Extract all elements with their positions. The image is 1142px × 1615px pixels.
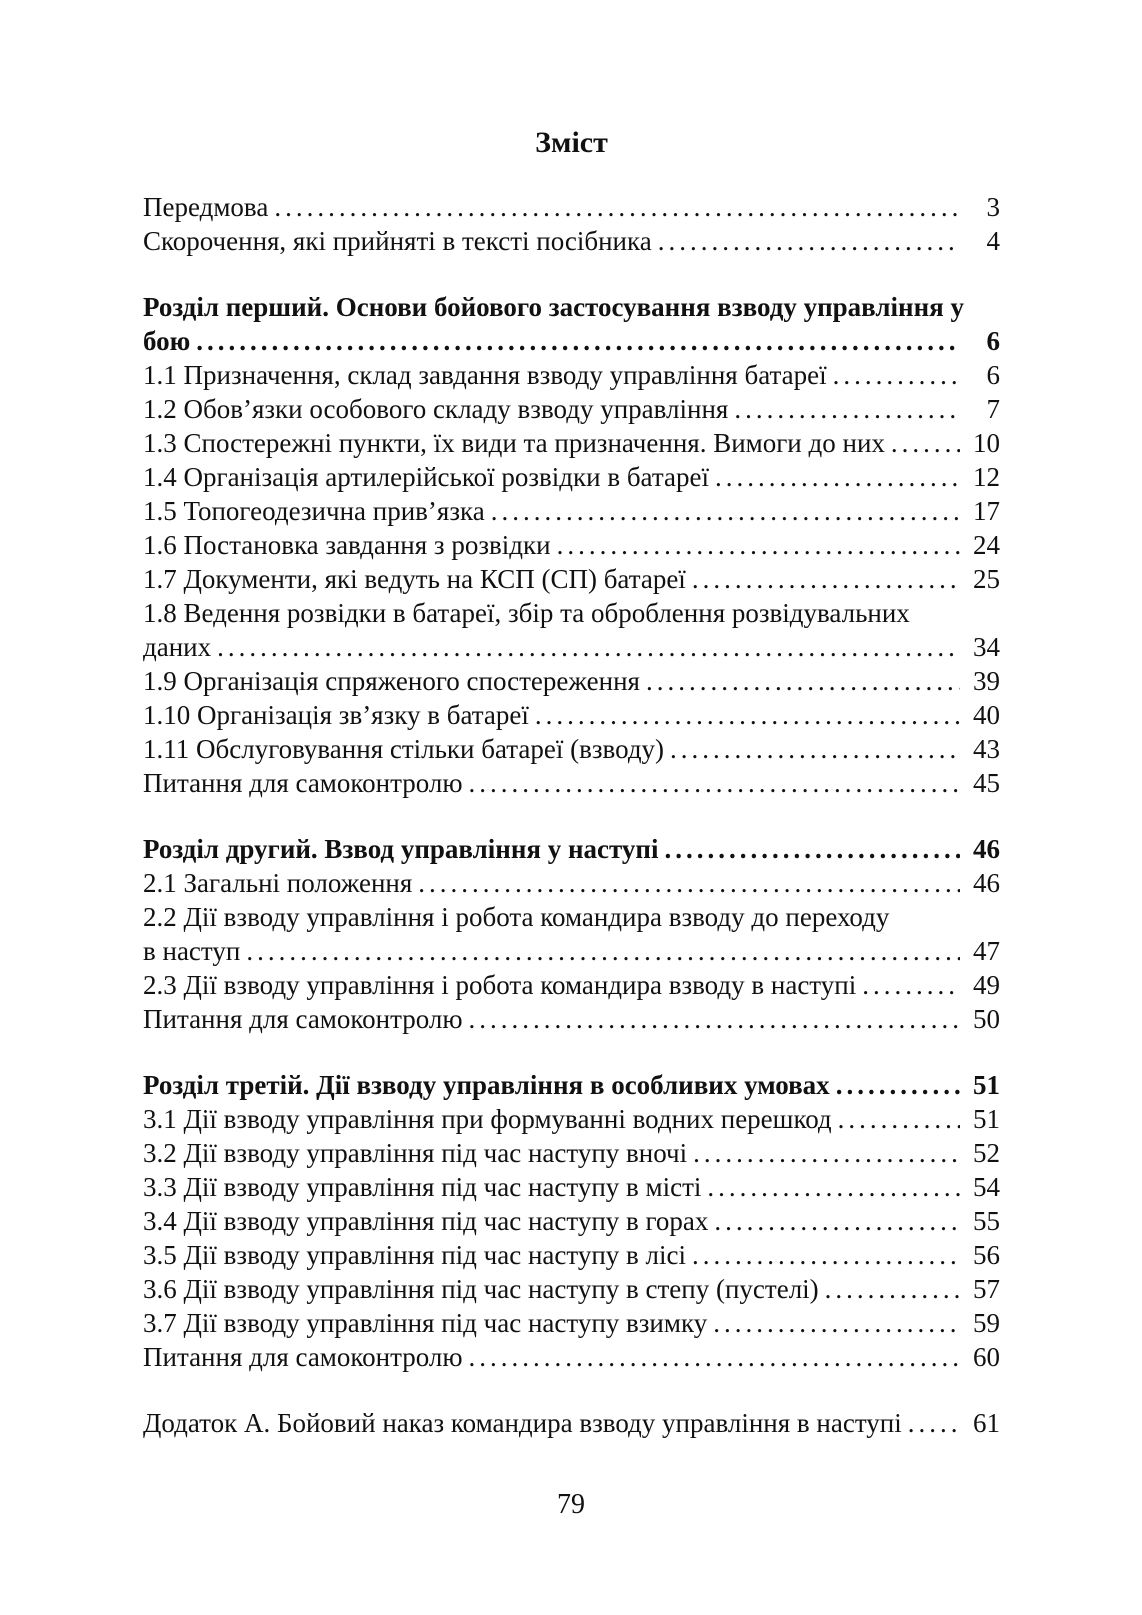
dot-leader — [714, 1204, 960, 1238]
toc-entry — [143, 392, 1000, 426]
toc-entry-label: Розділ другий. Взвод управління у наступі — [143, 834, 659, 864]
dot-leader — [246, 934, 960, 968]
dot-leader — [693, 1136, 960, 1170]
toc-entry-page: 10 — [973, 428, 1000, 458]
dot-leader — [217, 630, 960, 664]
toc-entry-page: 51 — [973, 1070, 1000, 1100]
toc-entry-label: даних — [143, 632, 212, 662]
toc-entry — [143, 866, 1000, 900]
toc-entry-page: 3 — [986, 192, 1000, 222]
toc-entry-label: 3.1 Дії взводу управління при формуванні водних перешкод — [143, 1104, 832, 1134]
dot-leader — [469, 1340, 960, 1374]
toc-entry-text-line: Розділ перший. Основи бойового застосування взводу управління у — [143, 292, 965, 322]
toc-entry — [143, 1238, 1000, 1272]
dot-leader — [692, 562, 960, 596]
dot-leader — [418, 866, 960, 900]
toc-entry-label: 1.7 Документи, які ведуть на КСП (СП) батареї — [143, 564, 686, 594]
toc-entry-page: 45 — [973, 768, 1000, 798]
toc-entry — [143, 1340, 1000, 1374]
toc-entry-page: 43 — [973, 734, 1000, 764]
dot-leader — [665, 832, 961, 866]
dot-leader — [713, 1306, 960, 1340]
toc-entry-page: 60 — [973, 1342, 1000, 1372]
toc-entry-label: 3.5 Дії взводу управління під час наступу в лісі — [143, 1240, 686, 1270]
toc-entry-page: 61 — [973, 1408, 1000, 1438]
toc-entry — [143, 732, 1000, 766]
dot-leader — [491, 494, 960, 528]
toc-entry-page: 56 — [973, 1240, 1000, 1270]
toc-entry-label: Передмова — [143, 192, 269, 222]
toc-entry — [143, 630, 1000, 664]
toc-entry-page: 24 — [973, 530, 1000, 560]
toc-entry — [143, 1068, 1000, 1102]
toc-entry-label: 3.6 Дії взводу управління під час наступу в степу (пустелі) — [143, 1274, 819, 1304]
toc-entry-page: 34 — [973, 632, 1000, 662]
toc-entry-page: 4 — [986, 226, 1000, 256]
toc-entry — [143, 934, 1000, 968]
toc-entry-label: 1.9 Організація спряженого спостереження — [143, 666, 640, 696]
dot-leader — [469, 1002, 960, 1036]
toc-entry-label: в наступ — [143, 936, 241, 966]
dot-leader — [825, 1272, 960, 1306]
toc-entry-label: 1.10 Організація зв’язку в батареї — [143, 700, 529, 730]
toc-entry-label: Розділ третій. Дії взводу управління в особливих умовах — [143, 1070, 830, 1100]
toc-entry-label: Додаток А. Бойовий наказ командира взводу управління в наступі — [143, 1408, 902, 1438]
toc-entry — [143, 1102, 1000, 1136]
dot-leader — [838, 1102, 960, 1136]
toc-entry-page: 51 — [973, 1104, 1000, 1134]
toc-entry — [143, 324, 1000, 358]
toc-entry-label: бою — [143, 326, 191, 356]
toc-entry-label: Питання для самоконтролю — [143, 768, 463, 798]
toc-entry-label: 3.3 Дії взводу управління під час наступу в місті — [143, 1172, 702, 1202]
toc-section — [143, 190, 1000, 258]
dot-leader — [274, 190, 960, 224]
toc-entry-label: Питання для самоконтролю — [143, 1342, 463, 1372]
toc-entry-label: Скорочення, які прийняті в тексті посібника — [143, 226, 652, 256]
toc-entry — [143, 968, 1000, 1002]
toc-entry-label: 1.3 Спостережні пункти, їх види та призначення. Вимоги до них — [143, 428, 885, 458]
toc-section — [143, 1406, 1000, 1440]
toc-entry-page: 25 — [973, 564, 1000, 594]
toc-section — [143, 1068, 1000, 1374]
toc-entry — [143, 528, 1000, 562]
toc-entry — [143, 224, 1000, 258]
toc-entry-label: 1.5 Топогеодезична прив’язка — [143, 496, 485, 526]
dot-leader — [715, 460, 960, 494]
toc-entry-page: 7 — [986, 394, 1000, 424]
dot-leader — [196, 324, 960, 358]
toc-entry — [143, 1170, 1000, 1204]
toc-entry-label: 2.3 Дії взводу управління і робота командира взводу в наступі — [143, 970, 857, 1000]
toc-entry-label: 1.4 Організація артилерійської розвідки в батареї — [143, 462, 709, 492]
toc-entry-text-line: 2.2 Дії взводу управління і робота командира взводу до переходу — [143, 902, 890, 932]
page-number: 79 — [557, 1489, 585, 1520]
toc-entry-page: 54 — [973, 1172, 1000, 1202]
toc-entry-page: 6 — [986, 326, 1000, 356]
dot-leader — [557, 528, 960, 562]
dot-leader — [658, 224, 960, 258]
dot-leader — [646, 664, 960, 698]
toc-entry-page: 50 — [973, 1004, 1000, 1034]
toc-entry — [143, 698, 1000, 732]
page-title: Зміст — [535, 126, 608, 159]
dot-leader — [734, 392, 960, 426]
toc-entry-label: 1.11 Обслуговування стільки батареї (взводу) — [143, 734, 665, 764]
toc-entry — [143, 1204, 1000, 1238]
dot-leader — [535, 698, 960, 732]
toc-entry — [143, 664, 1000, 698]
dot-leader — [707, 1170, 960, 1204]
toc-entry-page: 55 — [973, 1206, 1000, 1236]
toc-entry-page: 39 — [973, 666, 1000, 696]
toc-entry — [143, 426, 1000, 460]
dot-leader — [670, 732, 960, 766]
toc-entry — [143, 460, 1000, 494]
toc-entry-page: 52 — [973, 1138, 1000, 1168]
dot-leader — [836, 1068, 960, 1102]
toc-list — [143, 190, 1000, 1440]
dot-leader — [891, 426, 960, 460]
dot-leader — [692, 1238, 960, 1272]
page-content — [143, 126, 1000, 1440]
dot-leader — [862, 968, 960, 1002]
toc-entry — [143, 562, 1000, 596]
toc-entry-page: 59 — [973, 1308, 1000, 1338]
toc-entry-label: 2.1 Загальні положення — [143, 868, 413, 898]
toc-entry — [143, 190, 1000, 224]
toc-entry-page: 12 — [973, 462, 1000, 492]
toc-entry-page: 57 — [973, 1274, 1000, 1304]
dot-leader — [469, 766, 960, 800]
toc-entry — [143, 1272, 1000, 1306]
toc-entry-page: 46 — [973, 834, 1000, 864]
toc-section — [143, 290, 1000, 800]
toc-entry — [143, 1136, 1000, 1170]
toc-entry — [143, 1406, 1000, 1440]
dot-leader — [833, 358, 960, 392]
toc-entry-page: 40 — [973, 700, 1000, 730]
toc-section — [143, 832, 1000, 1036]
toc-entry-label: 1.1 Призначення, склад завдання взводу управління батареї — [143, 360, 827, 390]
toc-entry — [143, 358, 1000, 392]
toc-entry-label: Питання для самоконтролю — [143, 1004, 463, 1034]
toc-entry-page: 6 — [986, 360, 1000, 390]
toc-entry-page: 46 — [973, 868, 1000, 898]
toc-entry — [143, 1002, 1000, 1036]
toc-entry — [143, 494, 1000, 528]
toc-entry-label: 1.6 Постановка завдання з розвідки — [143, 530, 551, 560]
toc-entry — [143, 1306, 1000, 1340]
toc-entry-label: 1.2 Обов’язки особового складу взводу управління — [143, 394, 729, 424]
toc-entry-page: 49 — [973, 970, 1000, 1000]
toc-entry-label: 3.7 Дії взводу управління під час наступу взимку — [143, 1308, 708, 1338]
dot-leader — [908, 1406, 960, 1440]
toc-entry-page: 17 — [973, 496, 1000, 526]
toc-entry — [143, 832, 1000, 866]
toc-entry-text-line: 1.8 Ведення розвідки в батареї, збір та оброблення розвідувальних — [143, 598, 910, 628]
toc-entry — [143, 766, 1000, 800]
toc-entry-page: 47 — [973, 936, 1000, 966]
toc-entry-label: 3.2 Дії взводу управління під час наступу вночі — [143, 1138, 688, 1168]
toc-entry-label: 3.4 Дії взводу управління під час наступу в горах — [143, 1206, 709, 1236]
